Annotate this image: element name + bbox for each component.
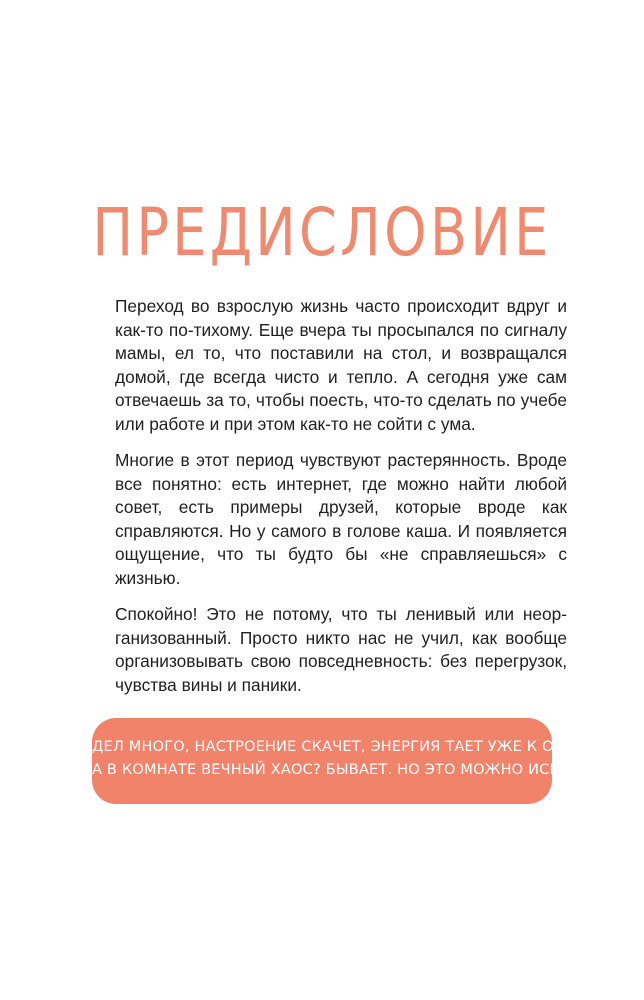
paragraph-1: Переход во взрослую жизнь часто происходит вдруг и как-то по-тихому. Еще вчера ты просыпался по сигналу мамы, ел то, что поставили на стол, и возвращался домой, где всегда чисто и тепло. А сегодня уже сам отвечаешь за то, чтобы поесть, что-то сделать по учебе или работе и при этом как-то не сойти с ума. — [115, 296, 567, 434]
paragraph-2: Многие в этот период чувствуют растерянность. Вроде все понятно: есть интернет, где можно найти любой совет, есть примеры друзей, которые вроде как справляются. Но у самого в голове каша. И появляется ощущение, что ты будто бы «не справляешься» с жизнью. — [115, 450, 567, 589]
callout-line-1: ДЕЛ МНОГО, НАСТРОЕНИЕ СКАЧЕТ, ЭНЕРГИЯ ТАЕТ УЖЕ К ОБЕДУ, — [92, 739, 599, 755]
callout-box — [92, 718, 625, 804]
body-text — [115, 295, 567, 698]
callout-text — [92, 736, 625, 782]
page-title: ПРЕДИСЛОВИЕ — [92, 194, 552, 271]
callout-line-2: А В КОМНАТЕ ВЕЧНЫЙ ХАОС? БЫВАЕТ. НО ЭТО МОЖНО ИСПРАВИТЬ. — [92, 762, 625, 778]
paragraph-3: Спокойно! Это не потому, что ты ленивый или неорганизованный. Просто никто нас не учил, как вообще организовывать свою повседневность: без перегрузок, чувства вины и паники. — [115, 604, 567, 695]
